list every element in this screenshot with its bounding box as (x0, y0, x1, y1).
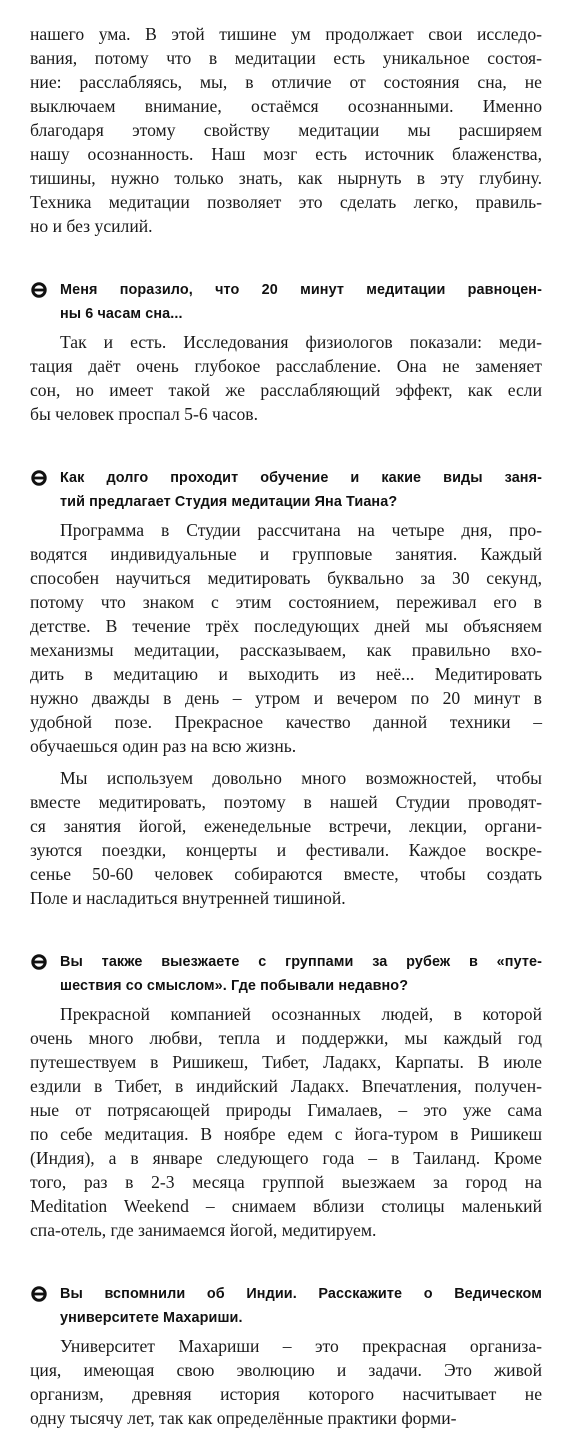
text-line: удобной позе. Прекрасное качество данной техники – (30, 712, 542, 732)
text-line: сон, но имеет такой же расслабляющий эффект, как если (30, 380, 542, 400)
text-line: по себе медитация. В ноябре едем с йога-туром в Ришикеш (30, 1124, 542, 1144)
text-line: спа-отель, где занимаемся йогой, медитируем. (30, 1220, 377, 1240)
answer-paragraph (30, 766, 542, 910)
text-line: водятся индивидуальные и групповые занятия. Каждый (30, 544, 542, 564)
text-line: сенье 50-60 человек собираются вместе, чтобы создать (30, 864, 542, 884)
text-line: ные от потрясающей природы Гималаев, – это уже сама (30, 1100, 542, 1120)
text-line: шествия со смыслом». Где побывали недавно? (60, 978, 409, 994)
text-line: способен научиться медитировать буквально за 30 секунд, (30, 568, 542, 588)
text-line: ны 6 часам сна... (60, 306, 183, 322)
text-line: путешествуем в Ришикеш, Тибет, Ладакх, Карпаты. В июле (30, 1052, 542, 1072)
text-line: выключаем внимание, остаёмся осознанными. Именно (30, 96, 542, 116)
text-line: вания, потому что в медитации есть уникальное состоя- (30, 48, 542, 68)
text-line: благодаря этому свойству медитации мы расширяем (30, 120, 542, 140)
text-line: тишины, нужно только знать, как нырнуть в эту глубину. (30, 168, 542, 188)
text-line: ние: расслабляясь, мы, в отличие от состояния сна, не (30, 72, 542, 92)
text-line: Вы также выезжаете с группами за рубеж в «путе- (60, 954, 542, 970)
text-line: вместе медитировать, поэтому в нашей Студии проводят- (30, 792, 542, 812)
question-bullet-icon (30, 281, 48, 299)
text-line: ция, имеющая свою эволюцию и задачи. Это живой (30, 1360, 542, 1380)
text-line: бы человек проспал 5-6 часов. (30, 404, 258, 424)
text-line: механизмы медитации, рассказываем, как правильно вхо- (30, 640, 542, 660)
text-line: Так и есть. Исследования физиологов показали: меди- (60, 332, 542, 352)
text-line: Вы вспомнили об Индии. Расскажите о Ведическом (60, 1286, 542, 1302)
text-line: нашу осознанность. Наш мозг есть источник блаженства, (30, 144, 542, 164)
text-line: но и без усилий. (30, 216, 153, 236)
text-line: Техника медитации позволяет это сделать легко, правиль- (30, 192, 542, 212)
answer-paragraph (30, 518, 542, 758)
text-line: ездили в Тибет, в индийский Ладакх. Впечатления, получен- (30, 1076, 542, 1096)
text-line: дить в медитацию и выходить из неё... Медитировать (30, 664, 542, 684)
article-page (30, 22, 542, 1430)
question-bullet-icon (30, 469, 48, 487)
text-line: (Индия), а в январе следующего года – в Таиланд. Кроме (30, 1148, 542, 1168)
text-line: обучаешься один раз на всю жизнь. (30, 736, 297, 756)
text-line: Как долго проходит обучение и какие виды заня- (60, 470, 542, 486)
text-line: Мы используем довольно много возможностей, чтобы (60, 768, 542, 788)
text-line: ся занятия йогой, еженедельные встречи, лекции, органи- (30, 816, 542, 836)
question-bullet-icon (30, 1285, 48, 1303)
text-line: очень много любви, тепла и поддержки, мы каждый год (30, 1028, 542, 1048)
text-line: университете Махариши. (60, 1310, 243, 1326)
text-line: того, раз в 2-3 месяца группой выезжаем за город на (30, 1172, 542, 1192)
text-line: нашего ума. В этой тишине ум продолжает свои исследо- (30, 24, 542, 44)
text-line: организм, древняя история которого насчитывает не (30, 1384, 542, 1404)
answer-paragraph (30, 1002, 542, 1242)
qa-list (30, 278, 542, 1430)
text-line: тация даёт очень глубокое расслабление. Она не заменяет (30, 356, 542, 376)
text-line: Поле и насладиться внутренней тишиной. (30, 888, 346, 908)
intro-paragraph (30, 22, 542, 238)
text-line: потому что знаком с этим состоянием, переживал его в (30, 592, 542, 612)
text-line: нужно дважды в день – утром и вечером по 20 минут в (30, 688, 542, 708)
text-line: зуются поездки, концерты и фестивали. Каждое воскре- (30, 840, 542, 860)
question-heading (30, 278, 542, 326)
text-line: Меня поразило, что 20 минут медитации равноцен- (60, 282, 542, 298)
answer-paragraph (30, 1334, 542, 1430)
answer-paragraph (30, 330, 542, 426)
text-line: детстве. В течение трёх последующих дней мы объясняем (30, 616, 542, 636)
text-line: Meditation Weekend – снимаем вблизи столицы маленький (30, 1196, 542, 1216)
question-heading (30, 466, 542, 514)
text-line: Программа в Студии рассчитана на четыре дня, про- (60, 520, 542, 540)
question-heading (30, 950, 542, 998)
text-line: одну тысячу лет, так как определённые практики форми- (30, 1408, 457, 1428)
text-line: Университет Махариши – это прекрасная организа- (60, 1336, 542, 1356)
question-heading (30, 1282, 542, 1330)
text-line: тий предлагает Студия медитации Яна Тиана? (60, 494, 398, 510)
question-bullet-icon (30, 953, 48, 971)
text-line: Прекрасной компанией осознанных людей, в которой (60, 1004, 542, 1024)
